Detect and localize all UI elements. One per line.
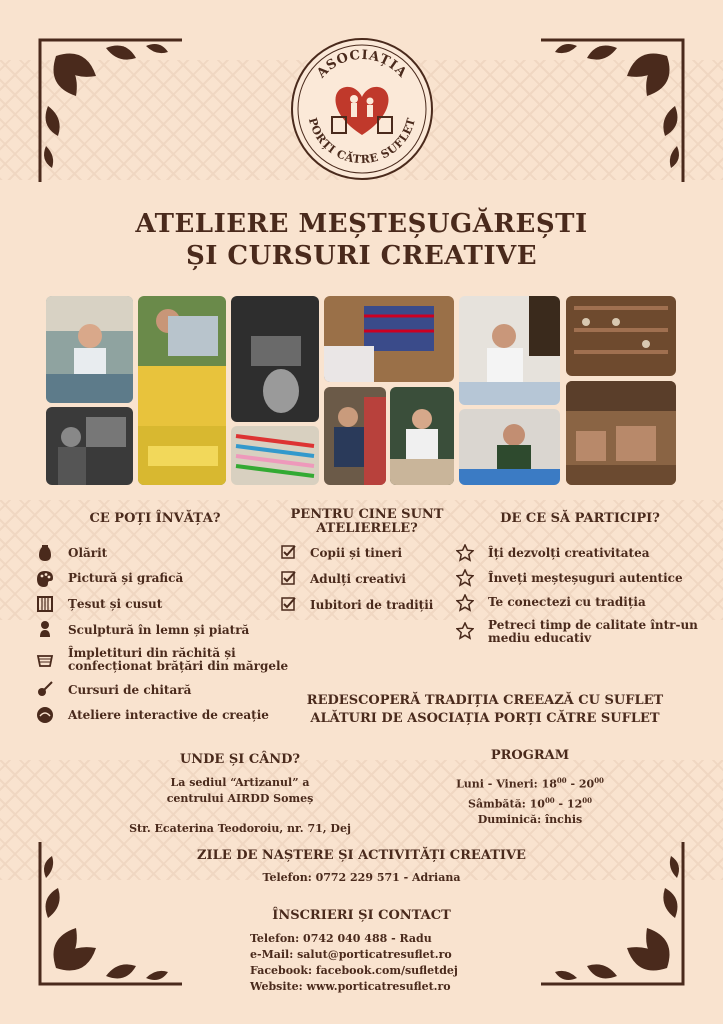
photo-weaving-loom xyxy=(324,296,454,382)
contact-email[interactable]: e-Mail: salut@porticatresuflet.ro xyxy=(250,948,452,961)
checkbox-icon xyxy=(280,543,298,561)
learn-item-pottery: Olărit xyxy=(68,546,108,560)
star-icon xyxy=(456,622,474,640)
guitar-icon xyxy=(36,680,54,698)
photo-pottery-woman xyxy=(46,296,133,403)
photo-pottery-wheel xyxy=(231,296,319,422)
why-item-quality-time-line-1: Petreci timp de calitate într-un xyxy=(488,618,698,632)
audience-heading-line-2: ATELIERELE? xyxy=(316,521,418,536)
why-item-creativity: Îți dezvolți creativitatea xyxy=(488,546,650,560)
cta-block xyxy=(285,692,685,728)
why-item-crafts: Înveți meșteșuguri autentice xyxy=(488,571,683,585)
program-heading: PROGRAM xyxy=(490,748,570,763)
bust-icon xyxy=(36,620,54,638)
cta-line-1: REDESCOPERĂ TRADIȚIA CREEAZĂ CU SUFLET xyxy=(306,693,664,708)
learn-item-weaving-baskets-line-1: Împletituri din răchită și xyxy=(68,646,236,660)
learn-item-sculpture: Sculptură în lemn și piatră xyxy=(68,623,250,637)
contact-facebook[interactable]: Facebook: facebook.com/sufletdej xyxy=(250,964,458,977)
palette-icon xyxy=(36,570,54,588)
where-heading: UNDE ȘI CÂND? xyxy=(179,752,301,767)
learn-item-weaving-baskets-line-2: confecționat brățări din mărgele xyxy=(68,659,289,673)
logo-top-text: ASOCIAȚIA xyxy=(314,47,410,82)
title-line-2: ȘI CURSURI CREATIVE xyxy=(185,241,538,271)
checkbox-icon xyxy=(280,569,298,587)
why-item-quality-time xyxy=(488,619,698,645)
audience-item-adults: Adulți creativi xyxy=(310,572,406,586)
contact-heading: ÎNSCRIERI ȘI CONTACT xyxy=(272,908,451,923)
where-line-3: Str. Ecaterina Teodoroiu, nr. 71, Dej xyxy=(129,822,351,835)
photo-carving-man xyxy=(138,296,226,485)
contact-phone[interactable]: Telefon: 0742 040 488 - Radu xyxy=(250,932,432,945)
photo-crafts-shelf xyxy=(566,296,676,376)
photo-workshop-man xyxy=(46,407,133,485)
photo-weaving-man xyxy=(324,387,386,485)
audience-heading xyxy=(272,508,462,536)
program-block xyxy=(420,773,640,828)
contact-block xyxy=(250,931,510,995)
photo-painting-woman xyxy=(459,296,560,405)
audience-heading-line-1: PENTRU CINE SUNT xyxy=(290,507,444,522)
pottery-vase-icon xyxy=(36,544,54,562)
corner-ornament-top-right xyxy=(537,36,687,186)
basket-icon xyxy=(36,650,54,668)
audience-item-tradition-lovers: Iubitori de tradiții xyxy=(310,598,434,612)
checkbox-icon xyxy=(280,595,298,613)
star-icon xyxy=(456,544,474,562)
star-icon xyxy=(456,569,474,587)
where-line-2: centrului AIRDD Someș xyxy=(166,792,314,805)
cta-line-2: ALĂTURI DE ASOCIAȚIA PORȚI CĂTRE SUFLET xyxy=(310,711,660,726)
learn-item-interactive: Ateliere interactive de creație xyxy=(68,708,269,722)
learn-item-weaving: Țesut și cusut xyxy=(68,597,163,611)
audience-item-children: Copii și tineri xyxy=(310,546,403,560)
page-title xyxy=(0,208,723,272)
where-address-block xyxy=(110,775,370,837)
photo-painting-man xyxy=(459,409,560,485)
learn-heading: CE POȚI ÎNVĂȚA? xyxy=(89,511,221,526)
why-item-quality-time-line-2: mediu educativ xyxy=(488,631,592,645)
learn-item-guitar: Cursuri de chitară xyxy=(68,683,192,697)
contact-website[interactable]: Website: www.porticatresuflet.ro xyxy=(250,980,451,993)
loom-icon xyxy=(36,595,54,613)
star-icon xyxy=(456,594,474,612)
program-weekday: Luni - Vineri: $18^{00} - 20^{00}$ xyxy=(456,776,604,791)
birthdays-phone[interactable]: Telefon: 0772 229 571 - Adriana xyxy=(262,871,461,884)
logo-bottom-text: PORȚI CĂTRE SUFLET xyxy=(305,116,419,167)
program-sunday: Duminică: închis xyxy=(477,813,583,827)
photo-beading-woman xyxy=(390,387,454,485)
birthdays-heading: ZILE DE NAȘTERE ȘI ACTIVITĂȚI CREATIVE xyxy=(197,848,526,863)
program-saturday: Sâmbătă: $10^{00} - 12^{00}$ xyxy=(468,795,592,811)
photo-workshop-hall xyxy=(566,381,676,485)
learn-item-weaving-baskets xyxy=(68,647,288,673)
where-line-1: La sediul “Artizanul” a xyxy=(170,776,310,789)
craft-hands-icon xyxy=(36,706,54,724)
association-logo xyxy=(290,37,434,181)
photo-bracelets xyxy=(231,426,319,485)
why-heading: DE CE SĂ PARTICIPI? xyxy=(500,511,660,526)
corner-ornament-top-left xyxy=(36,36,186,186)
why-item-tradition: Te conectezi cu tradiția xyxy=(488,595,646,609)
title-line-1: ATELIERE MEȘTEȘUGĂREȘTI xyxy=(135,209,588,239)
learn-item-painting: Pictură și grafică xyxy=(68,571,184,585)
